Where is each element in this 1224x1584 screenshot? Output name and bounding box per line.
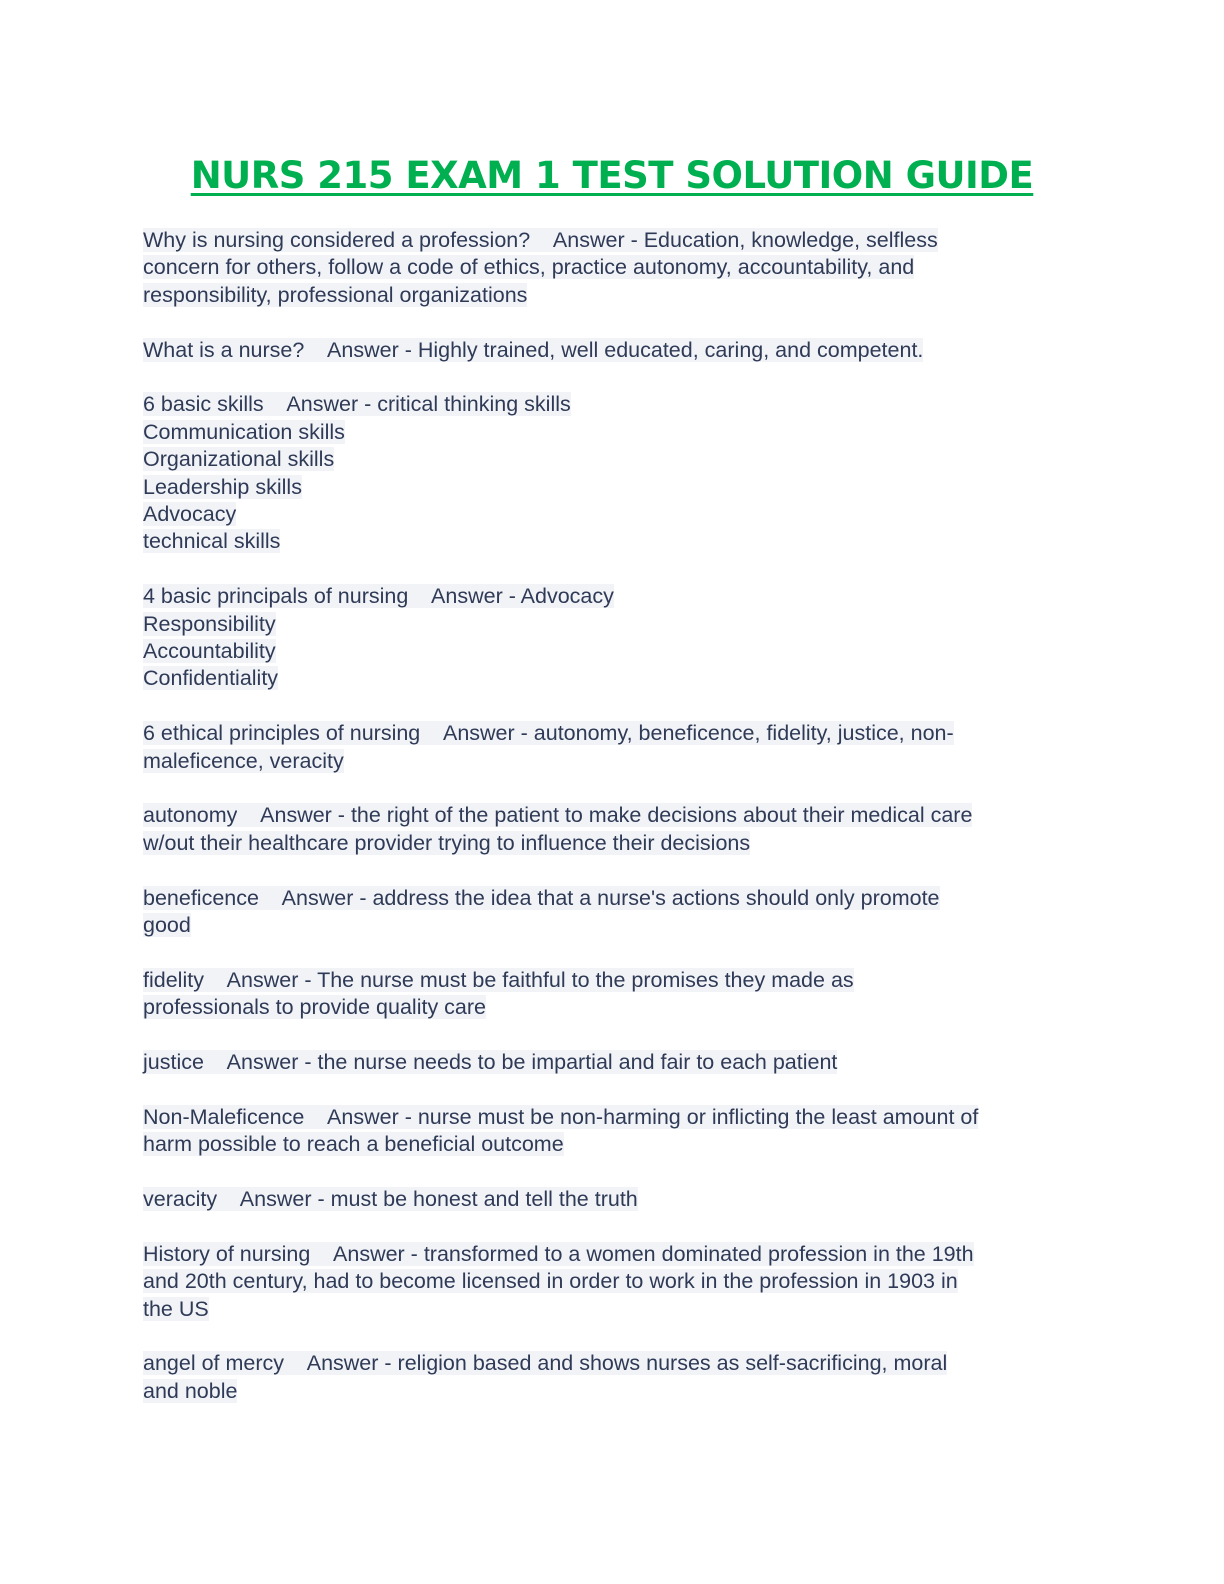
qa-separator: [217, 1187, 240, 1211]
qa-line: [143, 1241, 1073, 1268]
qa-answer-continued: Responsibility: [143, 611, 276, 636]
qa-line: [143, 912, 1073, 939]
qa-answer-continued: Advocacy: [143, 502, 237, 527]
qa-answer-continued: Confidentiality: [143, 666, 279, 691]
qa-answer-continued: responsibility, professional organizations: [143, 282, 528, 307]
qa-line: [143, 748, 1073, 775]
qa-line: [143, 665, 1073, 692]
qa-answer-continued: concern for others, follow a code of ethics, practice autonomy, accountability, and: [143, 255, 915, 280]
qa-question: Why is nursing considered a profession?: [143, 228, 531, 252]
qa-item: [143, 967, 1073, 1022]
qa-question: fidelity: [143, 967, 204, 992]
qa-question: 6 basic skills: [143, 392, 264, 417]
qa-question: angel of mercy: [143, 1351, 285, 1376]
qa-separator: [204, 968, 227, 992]
qa-line: [143, 501, 1073, 528]
qa-separator: [204, 1050, 227, 1074]
qa-answer-continued: Communication skills: [143, 419, 345, 444]
qa-line: [143, 611, 1073, 638]
qa-answer-continued: harm possible to reach a beneficial outcome: [143, 1132, 564, 1157]
qa-question: 6 ethical principles of nursing: [143, 721, 421, 746]
qa-answer-continued: and 20th century, had to become licensed in order to work in the profession in 1903 in: [143, 1269, 958, 1294]
qa-item: [143, 885, 1073, 940]
qa-answer-continued: w/out their healthcare provider trying to influence their decisions: [143, 830, 751, 855]
qa-separator: [420, 721, 443, 745]
document-title: [0, 148, 1224, 204]
qa-question: 4 basic principals of nursing: [143, 584, 409, 609]
qa-line: [143, 1104, 1073, 1131]
qa-answer: Answer - religion based and shows nurses as self-sacrificing, moral: [306, 1351, 948, 1376]
qa-line: [143, 994, 1073, 1021]
qa-separator: [284, 1351, 307, 1375]
qa-line: [143, 1268, 1073, 1295]
qa-separator: [310, 1242, 333, 1266]
document-title-text: NURS 215 EXAM 1 TEST SOLUTION GUIDE: [190, 154, 1034, 197]
qa-item: [143, 802, 1073, 857]
qa-separator: [259, 886, 282, 910]
qa-separator: [237, 803, 260, 827]
qa-item: [143, 391, 1073, 555]
qa-answer: Answer - address the idea that a nurse's actions should only promote: [281, 885, 940, 910]
qa-answer: Answer - must be honest and tell the truth: [239, 1187, 638, 1212]
qa-answer-continued: Leadership skills: [143, 474, 302, 499]
qa-line: [143, 1049, 1073, 1076]
qa-item: [143, 1350, 1073, 1405]
qa-question: Non-Maleficence: [143, 1104, 305, 1129]
qa-answer-continued: good: [143, 913, 191, 938]
qa-line: [143, 720, 1073, 747]
qa-line: [143, 1131, 1073, 1158]
qa-answer-continued: and noble: [143, 1378, 238, 1403]
qa-list: [143, 227, 1073, 1433]
qa-line: [143, 419, 1073, 446]
qa-item: [143, 583, 1073, 693]
qa-answer: Answer - transformed to a women dominated profession in the 19th: [333, 1241, 974, 1266]
qa-separator: [304, 338, 327, 362]
qa-answer-continued: professionals to provide quality care: [143, 995, 486, 1020]
qa-line: [143, 802, 1073, 829]
qa-line: [143, 583, 1073, 610]
qa-answer-continued: maleficence, veracity: [143, 748, 344, 773]
qa-line: [143, 967, 1073, 994]
qa-line: [143, 337, 1073, 364]
qa-question: autonomy: [143, 803, 238, 828]
qa-item: [143, 227, 1073, 309]
qa-question: veracity: [143, 1187, 218, 1212]
qa-separator: [408, 584, 431, 608]
qa-answer-continued: technical skills: [143, 529, 281, 554]
qa-line: [143, 254, 1073, 281]
qa-item: [143, 1186, 1073, 1213]
qa-item: [143, 1049, 1073, 1076]
qa-line: [143, 1350, 1073, 1377]
qa-answer: Answer - Highly trained, well educated, caring, and competent.: [327, 337, 924, 362]
qa-line: [143, 1186, 1073, 1213]
qa-question: justice: [143, 1050, 204, 1075]
qa-line: [143, 638, 1073, 665]
qa-answer-continued: the US: [143, 1296, 209, 1321]
qa-answer: Answer - The nurse must be faithful to the promises they made as: [226, 967, 854, 992]
qa-separator: [264, 392, 287, 416]
qa-line: [143, 1296, 1073, 1323]
qa-answer: Answer - critical thinking skills: [286, 392, 571, 417]
qa-line: [143, 391, 1073, 418]
qa-line: [143, 282, 1073, 309]
qa-separator: [530, 228, 553, 252]
qa-item: [143, 1241, 1073, 1323]
qa-line: [143, 227, 1073, 254]
qa-answer: Answer - Education, knowledge, selfless: [552, 228, 938, 252]
qa-separator: [304, 1105, 327, 1129]
qa-line: [143, 474, 1073, 501]
qa-item: [143, 1104, 1073, 1159]
qa-answer-continued: Accountability: [143, 639, 276, 664]
qa-line: [143, 1378, 1073, 1405]
qa-question: What is a nurse?: [143, 337, 305, 362]
qa-line: [143, 528, 1073, 555]
qa-line: [143, 446, 1073, 473]
qa-line: [143, 885, 1073, 912]
qa-answer: Answer - Advocacy: [431, 584, 614, 609]
qa-answer: Answer - the nurse needs to be impartial and fair to each patient: [226, 1050, 838, 1075]
qa-answer: Answer - the right of the patient to make decisions about their medical care: [260, 803, 973, 828]
qa-answer: Answer - autonomy, beneficence, fidelity, justice, non-: [442, 721, 954, 746]
qa-line: [143, 830, 1073, 857]
qa-question: History of nursing: [143, 1241, 311, 1266]
qa-item: [143, 720, 1073, 775]
qa-answer-continued: Organizational skills: [143, 447, 335, 472]
qa-item: [143, 337, 1073, 364]
qa-question: beneficence: [143, 885, 259, 910]
qa-answer: Answer - nurse must be non-harming or inflicting the least amount of: [327, 1104, 979, 1129]
